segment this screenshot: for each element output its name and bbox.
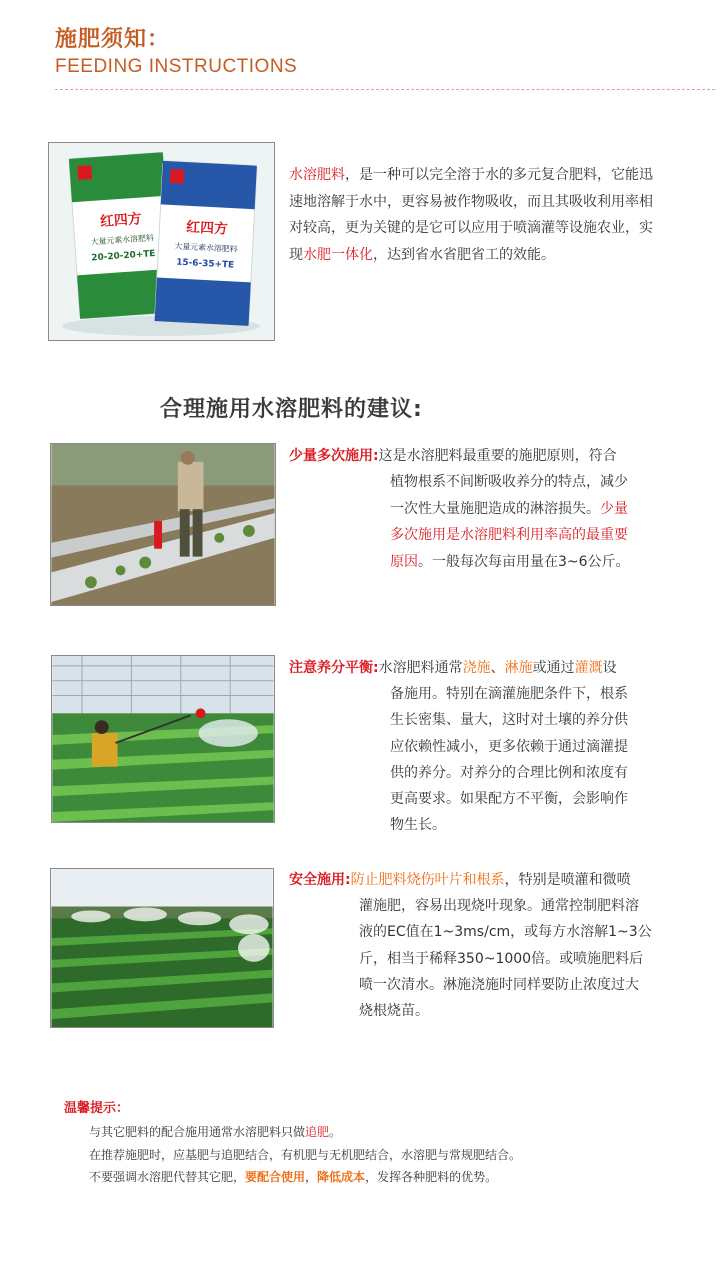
advice-2-line-3: 应依赖性减小，更多依赖于通过滴灌提 <box>390 738 628 755</box>
advice-1-line-3: 一次性大量施肥造成的淋溶损失。 <box>390 500 600 517</box>
advice-2-text-c: 设 <box>602 660 617 676</box>
advice-3 <box>289 867 659 1024</box>
tip-line-1-emphasis: 追肥 <box>305 1125 330 1139</box>
bag1-brand: 红四方 <box>99 211 143 231</box>
tip-line-1: 与其它肥料的配合施用通常水溶肥料只做追肥。 <box>89 1125 342 1139</box>
intro-highlight-2: 水肥一体化 <box>303 246 373 263</box>
advice-3-line-2: 液的EC值在1~3ms/cm，或每方水溶解1~3公 <box>359 924 652 941</box>
advice-2-line-2: 生长密集、量大，这时对土壤的养分供 <box>390 712 628 729</box>
advice-2-sep-1: 、 <box>490 660 505 676</box>
advice-3-em-1: 防止肥料烧伤叶片和根系 <box>350 872 505 888</box>
advice-2-heading: 注意养分平衡: <box>289 660 379 676</box>
tip-line-3: 不要强调水溶肥代替其它肥，要配合使用，降低成本，发挥各种肥料的优势。 <box>89 1170 498 1184</box>
advice-3-line-3: 斤，相当于稀释350~1000倍。或喷施肥料后 <box>359 950 644 967</box>
header-divider <box>55 89 715 90</box>
advice-image-greenhouse <box>51 655 275 823</box>
advice-1-emphasis-inline: 少量 <box>600 500 628 517</box>
advice-2-text-b: 或通过 <box>532 660 575 676</box>
advice-2-line-4: 供的养分。对养分的合理比例和浓度有 <box>390 764 628 781</box>
advice-1-line-2: 植物根系不间断吸收养分的特点，减少 <box>390 474 628 491</box>
advice-3-line-4: 喷一次清水。淋施浇施时同样要防止浓度过大 <box>359 976 639 993</box>
advice-3-line-1: 灌施肥，容易出现烧叶现象。通常控制肥料溶 <box>359 898 639 915</box>
advice-1-line-5: 原因 <box>390 553 418 570</box>
tip-line-3-emphasis-1: 要配合使用 <box>245 1170 306 1184</box>
bag2-type: 大量元素水溶肥料 <box>174 241 238 254</box>
advice-image-drip-irrigation <box>50 443 276 606</box>
advice-2-em-2: 淋施 <box>504 660 533 676</box>
intro-highlight-1: 水溶肥料 <box>289 167 345 183</box>
advice-2-line-1: 备施用。特别在滴灌施肥条件下，根系 <box>390 686 628 703</box>
bag2-brand: 红四方 <box>185 219 229 238</box>
bag1-formula: 20-20-20+TE <box>91 249 156 264</box>
advice-2-line-5: 更高要求。如果配方不平衡，会影响作 <box>390 791 628 808</box>
section-title: 合理施用水溶肥料的建议: <box>160 397 423 422</box>
advice-2-line-6: 物生长。 <box>390 817 446 834</box>
intro-text-2: ，达到省水省肥省工的效能。 <box>373 246 555 263</box>
tip-line-2: 在推荐施肥时，应基肥与追肥结合，有机肥与无机肥结合，水溶肥与常规肥结合。 <box>89 1148 522 1162</box>
advice-3-text-a: ，特别是喷灌和微喷 <box>504 872 631 888</box>
product-image <box>48 142 275 341</box>
tips-title: 温馨提示： <box>64 1101 130 1116</box>
advice-1 <box>289 443 659 575</box>
advice-2-text-a: 水溶肥料通常 <box>378 660 463 676</box>
advice-3-heading: 安全施用: <box>289 872 351 888</box>
advice-1-line-6: 。一般每次每亩用量在3~6公斤。 <box>418 553 630 570</box>
advice-1-line-4: 多次施用是水溶肥料利用率高的最重要 <box>390 527 628 544</box>
advice-2 <box>289 655 659 838</box>
advice-1-line-1: 这是水溶肥料最重要的施肥原则，符合 <box>378 448 617 464</box>
page-title: 施肥须知： <box>55 27 171 52</box>
advice-1-heading: 少量多次施用: <box>289 448 379 464</box>
advice-2-em-3: 灌溉 <box>574 660 603 676</box>
page-subtitle: FEEDING INSTRUCTIONS <box>55 56 298 77</box>
advice-image-sprinkler-field <box>50 868 274 1028</box>
advice-2-em-1: 浇施 <box>462 660 491 676</box>
bag2-formula: 15-6-35+TE <box>175 257 235 271</box>
product-intro <box>289 162 657 268</box>
advice-3-line-5: 烧根烧苗。 <box>359 1003 429 1020</box>
intro-text-1: ，是一种可以完全溶于水的多元复合肥料，它能迅速地溶解于水中，更容易被作物吸收，而且其吸收利用率相对较高，更为关键的是它可以应用于喷滴灌等设施农业，实现 <box>289 167 653 263</box>
tip-line-3-emphasis-2: 降低成本 <box>317 1170 366 1184</box>
bag1-type: 大量元素水溶肥料 <box>90 233 155 247</box>
